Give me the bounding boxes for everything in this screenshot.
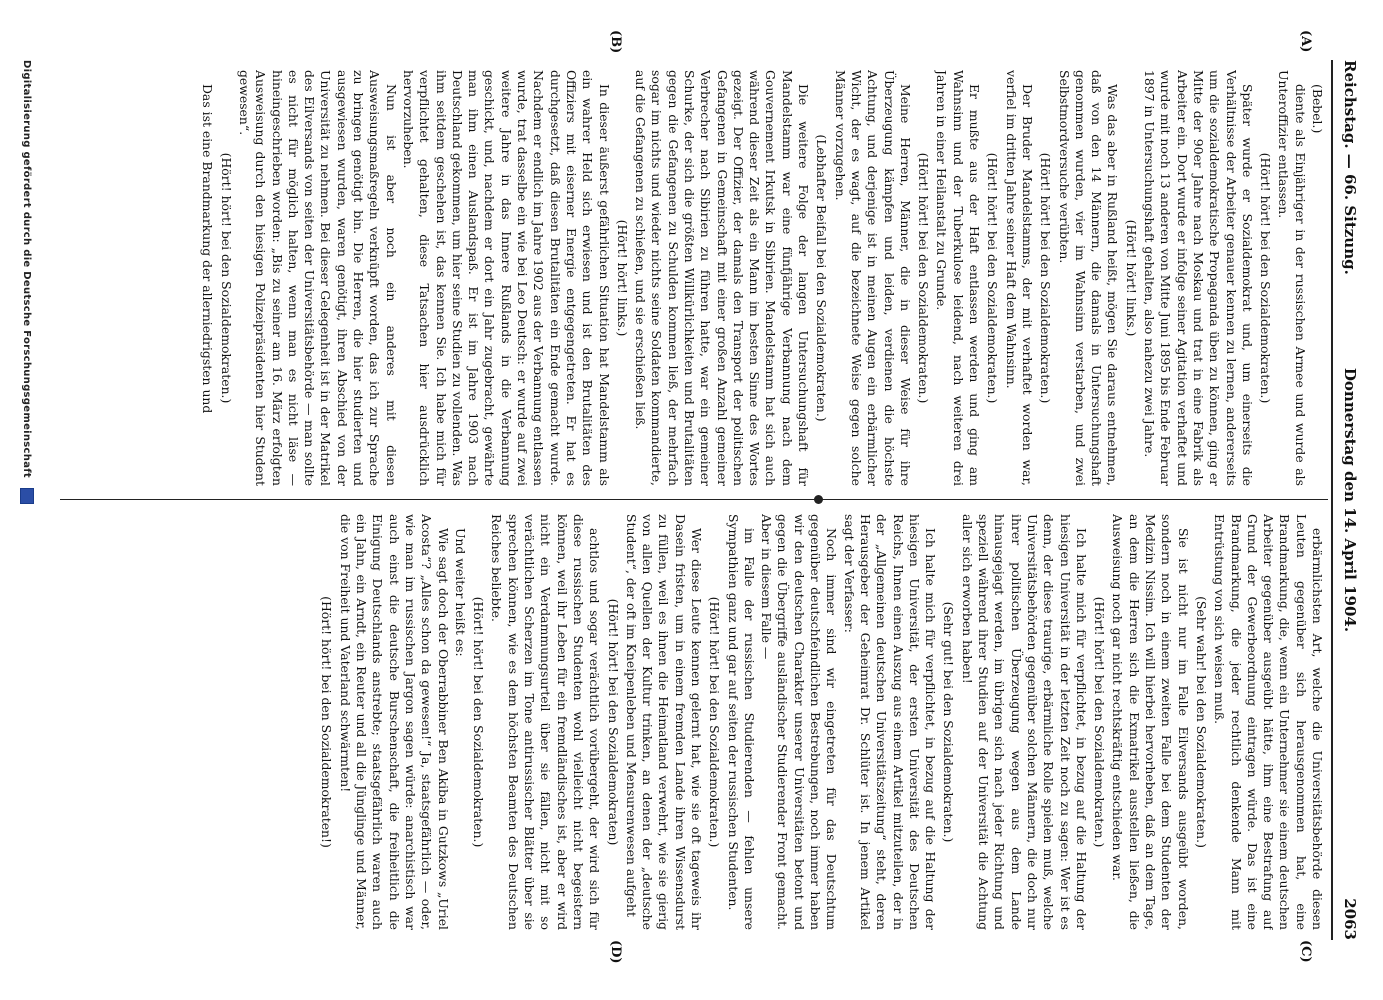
header-rule <box>1331 60 1333 940</box>
footer <box>20 60 34 940</box>
paragraph: Der Bruder Mandelstamms, der mit verhaftet worden war, verfiel im dritten Jahre seiner Haft dem Wahnsinn. <box>1003 70 1035 486</box>
paragraph: Was das aber in Rußland heißt, mögen Sie daraus entnehmen, daß von den 14 Männern, die damals in Untersuchungshaft genommen wurden, vier im Wahnsinn verstarben, und zwei Selbstmordversuche verübten. <box>1056 70 1121 486</box>
paragraph: Nun ist aber noch ein anderes mit diesen Ausweisungsmaßregeln verknüpft worden, das ich zur Sprache zu bringen genötigt bin. Die Herren, die hier studierten und ausgewiesen wurden, waren genötigt, ihren Abschied von der Universität zu nehmen. Bei dieser Gelegenheit ist in der Matrikel des Eilversands von seiten der Universitätsbehörde — man sollte es nicht für möglich halten, wenn man es nicht läse — hineingeschrieben worden: „Bis zu seiner am 16. März erfolgten Ausweisung durch den hiesigen Polizeipräsidenten hier Student gewesen“. <box>237 70 399 486</box>
interjection: (Hört! hört! bei den Sozialdemokraten.) <box>707 596 723 848</box>
paragraph: Meine Herren, Männer, die in dieser Weise für ihre Überzeugung kämpfen und leiden, verdienen die höchste Achtung, und derjenige ist in meinen Augen ein erbärmlicher Wicht, der es wagt, auf die bezeichnete Weise gegen solche Männer vorzugehen. <box>832 70 913 486</box>
paragraph: im Falle der russischen Studierenden — fehlen unsere Sympathien ganz und gar auf seiten der russischen Studenten. <box>725 514 757 930</box>
margin-mark-d: (D) <box>608 940 623 964</box>
paragraph: Und weiter heißt es: <box>452 528 468 657</box>
paragraph: Er mußte aus der Haft entlassen werden und ging am Wahnsinn und der Tuberkulose leidend, nach weiteren drei Jahren in einer Heilanstalt zu Grunde. <box>934 70 983 486</box>
paragraph: In dieser äußerst gefährlichen Situation hat Mandelstamm als ein wahrer Held sich erwiesen und ist den Brutalitäten des Offiziers mit eiserner Energie entgegengetreten. Er hat es durchgesetzt, daß diesen Brutalitäten ein Ende gemacht wurde. Nachdem er endlich im Jahre 1902 aus der Verbannung entlassen wurde, trat dasselbe ein wie bei Leo Deutsch: er wurde auf zwei weitere Jahre in das Innere Rußlands in die Verbannung geschickt, und, nachdem er dort ein Jahr zugebracht, gewährte man ihm einen Auslandspaß. Er ist im Jahre 1903 nach Deutschland gekommen, um hier seine Studien zu vollenden. Was ihm seitdem geschehen ist, das kennen Sie. Ich habe mich für verpflichtet gehalten, diese Tatsachen hier ausdrücklich hervorzuheben. <box>400 70 612 486</box>
paragraph: Später wurde er Sozialdemokrat und, um einerseits die Verhältnisse der Arbeiter genauer kennen zu lernen, andererseits um die sozialdemokratische Propaganda üben zu können, ging er Mitte der 90er Jahre nach Moskau und trat in eine Fabrik als Arbeiter ein. Dort wurde er infolge seiner Agitation verhaftet und wurde mit noch 13 anderen von Mitte Juni 1895 bis Ende Februar 1897 in Untersuchungshaft gehalten, also nahezu zwei Jahre. <box>1142 70 1255 486</box>
margin-mark-c: (C) <box>1298 940 1313 963</box>
paragraph: Wer diese Leute kennen gelernt hat, wie sie oft tageweis ihr Dasein fristen, um in einem fremden Lande ihren Wissensdurst zu füllen, weil es ihnen die Heimatland verwehrt, wie sie gierig von allen Quellen der Kultur trinken, an denen der „deutsche Student“, der oft im Kneipenleben und Mensurenwesen aufgeht <box>623 514 705 930</box>
interjection: (Hört! hört! bei den Sozialdemokraten.) <box>985 152 1001 404</box>
paragraph: diente als Einjähriger in der russischen Armee und wurde als Unteroffizier entlassen. <box>1276 70 1308 486</box>
paragraph: (Bebel.) <box>1310 84 1325 134</box>
paragraph: Wie sagt doch der Oberrabbiner Ben Akiba in Gutzkows „Uriel Acosta“? „Alles schon da gewesen!“ Ja, staatsgefährlich — oder, wie man im russischen Jargon sagen würde: anarchistisch war auch einst die deutsche Burschenschaft, die freiheitlich die Einigung Deutschlands anstrebte; staatsgefährlich waren auch ein Jahn, ein Arndt, ein Reuter und all die Jünglinge und Männer, die von Freiheit und Vaterland schwärmten! <box>337 514 451 930</box>
paragraph: Die weitere Folge der langen Untersuchungshaft für Mandelstamm war eine fünfjährige Verbannung nach dem Gouvernement Irkutsk in Sibirien. Mandelstamm hat sich auch während dieser Zeit als ein Mann im besten Sinne des Wortes gezeigt. Der Offizier, der damals den Transport der politischen Gefangenen in Gemeinschaft mit einer großen Anzahl gemeiner Verbrecher nach Sibirien zu führen hatte, war ein gemeiner Schurke, der sich die größten Willkürlichkeiten und Brutalitäten gegen die Gefangenen zu Schulden kommen ließ, der mehrfach sogar im nichts und wieder nichts seine Soldaten kommandierte, auf die Gefangenen zu schießen, und sie erschießen ließ. <box>633 70 812 486</box>
header-center: Donnerstag den 14. April 1904. <box>1341 367 1359 633</box>
paragraph: Sie ist nicht nur im Falle Eilversands ausgeübt worden, sondern noch in einem zweiten Falle bei dem Studenten der Medizin Nissim. Ich will hierbei hervorheben, daß an dem Tage, an dem die Herren sich die Exmatrikel ausstellen ließen, die Ausweisung noch gar nicht rechtskräftig entschieden war. <box>1110 514 1191 930</box>
interjection: (Hört! hört! bei den Sozialdemokraten.) <box>1038 152 1054 404</box>
paragraph: erbärmlichsten Art, welche die Universitätsbehörde diesen Leuten gegenüber sich herausgenommen hat, eine Brandmarkung, die, wenn ein Unternehmer sie einem deutschen Arbeiter gegenüber ausgeübt hätte, ihm eine Bestrafung auf Grund der Gewerbeordnung eintragen würde. Das ist eine Brandmarkung, die jeder rechtlich denkende Mann mit Entrüstung von sich weisen muß. <box>1212 514 1325 930</box>
paragraph: achtlos und sogar verächtlich vorübergeht, der wird sich für diese russischen Studenten wohl vielleicht nicht begeistern können, weil ihr Leben für ein fremdländisches ist, aber er wird nicht ein Verdammungsurteil über sie fällen, nicht mit so verächtlichen Scherzen im Tone antirussischer Blätter über sie sprechen können, wie es dem höchsten Beamten des Deutschen Reiches beliebte. <box>489 514 603 930</box>
dfg-logo-icon <box>20 488 34 504</box>
right-text-column <box>60 514 1325 930</box>
paragraph: Das ist eine Brandmarkung der allerniedrigsten und <box>200 84 216 414</box>
interjection: (Hört! hört! bei den Sozialdemokraten.) <box>218 152 234 404</box>
page-header <box>1335 60 1363 940</box>
interjection: (Hört! hört! bei den Sozialdemokraten!) <box>319 596 335 848</box>
interjection: (Hört! hört! bei den Sozialdemokraten) <box>605 598 621 846</box>
interjection: (Hört! hört! bei den Sozialdemokraten.) <box>1092 596 1108 848</box>
divider-marker <box>814 495 823 504</box>
page-number: 2063 <box>1341 898 1359 940</box>
margin-mark-b: (B) <box>608 30 623 54</box>
interjection: (Hört! hört! links.) <box>614 219 630 337</box>
interjection: (Hört! hört! bei den Sozialdemokraten.) <box>471 596 487 848</box>
left-text-column <box>60 70 1325 486</box>
interjection: (Sehr wahr! bei den Sozialdemokraten.) <box>1193 596 1209 848</box>
interjection: (Hört! hört! links.) <box>1123 219 1139 337</box>
header-left: Reichstag. — 66. Sitzung. <box>1341 60 1359 275</box>
interjection: (Hört! hört! bei den Sozialdemokraten.) <box>1258 152 1274 404</box>
interjection: (Hört! hört! bei den Sozialdemokraten.) <box>916 152 932 404</box>
interjection: (Sehr gut! bei den Sozialdemokraten.) <box>941 601 957 843</box>
paragraph: Ich halte mich für verpflichtet, in bezug auf die Haltung der hiesigen Universität in der letzten Zeit noch zu sagen: Wer ist es denn, der diese traurige, erbärmliche Rolle spielen muß, welche Universitätsbehörden gegenüber solchen Männern, die doch nur ihrer politischen Überzeugung wegen aus dem Lande hinausgejagt werden, im übrigen sich nach jeder Richtung und speziell während ihrer Studien auf der Universität die Achtung aller sich erworben haben! <box>959 514 1089 930</box>
margin-mark-a: (A) <box>1298 30 1313 53</box>
footer-credit: Digitalisierung gefördert durch die Deutsche Forschungsgemeinschaft <box>21 60 32 478</box>
paragraph: Ich halte mich für verpflichtet, in bezug auf die Haltung der hiesigen Universität, der ersten Universität des Deutschen Reichs, Ihnen einen Auszug aus einem Artikel mitzuteilen, der in der „Allgemeinen deutschen Universitätszeitung“ steht, deren Herausgeber der Geheimrat Dr. Schlüter ist. In jenem Artikel sagt der Verfasser: <box>841 514 939 930</box>
interjection: (Lebhafter Beifall bei den Sozialdemokraten.) <box>814 134 830 422</box>
column-divider <box>60 499 1328 500</box>
paragraph: Noch immer sind wir eingetreten für das Deutschtum gegenüber deutschfeindlichen Bestrebungen, noch immer haben wir den deutschen Charakter unserer Universitäten betont und gegen die Übergriffe ausländischer Studierender Front gemacht. Aber in diesem Falle — <box>759 514 840 930</box>
